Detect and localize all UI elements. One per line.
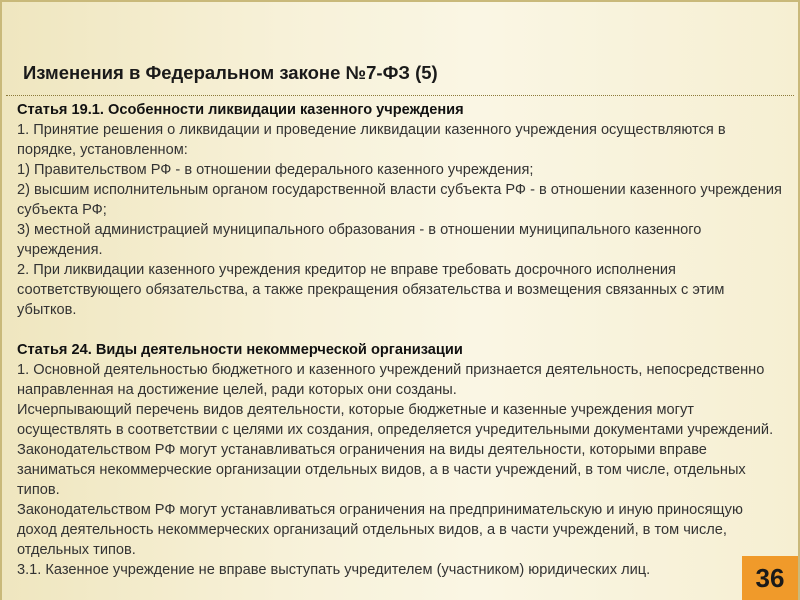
paragraph: Законодательством РФ могут устанавливаться ограничения на предпринимательскую и иную приносящую доход деятельность некоммерческих организаций отдельных видов, а в части учреждений, в том числе, отдельных типов. bbox=[17, 502, 743, 558]
paragraph: Исчерпывающий перечень видов деятельности, которые бюджетные и казенные учреждения могут осуществлять в соответствии с целями их создания, определяется учредительными документами учреждений. bbox=[17, 402, 774, 438]
paragraph: 1. Основной деятельностью бюджетного и казенного учреждений признается деятельность, непосредственно направленная на достижение целей, ради которых они созданы. bbox=[17, 362, 765, 398]
paragraph: 2. При ликвидации казенного учреждения кредитор не вправе требовать досрочного исполнения соответствующего обязательства, а также прекращения обязательства и возмещения связанных с этим убытков. bbox=[17, 262, 725, 318]
section-article-24 bbox=[17, 340, 782, 580]
paragraph: 1) Правительством РФ - в отношении федерального казенного учреждения; bbox=[17, 162, 534, 178]
section-heading: Статья 19.1. Особенности ликвидации казенного учреждения bbox=[17, 102, 464, 118]
paragraph: 2) высшим исполнительным органом государственной власти субъекта РФ - в отношении казенного учреждения субъекта РФ; bbox=[17, 182, 782, 218]
title-divider bbox=[6, 95, 794, 96]
page-number-badge: 36 bbox=[742, 556, 798, 600]
slide-content bbox=[17, 100, 782, 580]
slide-title: Изменения в Федеральном законе №7-ФЗ (5) bbox=[23, 62, 438, 83]
paragraph: 3.1. Казенное учреждение не вправе выступать учредителем (участником) юридических лиц. bbox=[17, 562, 651, 578]
paragraph: 3) местной администрацией муниципального образования - в отношении муниципального казенного учреждения. bbox=[17, 222, 702, 258]
paragraph: 1. Принятие решения о ликвидации и проведение ликвидации казенного учреждения осуществляются в порядке, установленном: bbox=[17, 122, 726, 158]
section-heading: Статья 24. Виды деятельности некоммерческой организации bbox=[17, 342, 463, 358]
paragraph: Законодательством РФ могут устанавливаться ограничения на виды деятельности, которыми вправе заниматься некоммерческие организации отдельных видов, а в части учреждений, в том числе, отдельных типов. bbox=[17, 442, 746, 498]
section-article-19-1 bbox=[17, 100, 782, 320]
